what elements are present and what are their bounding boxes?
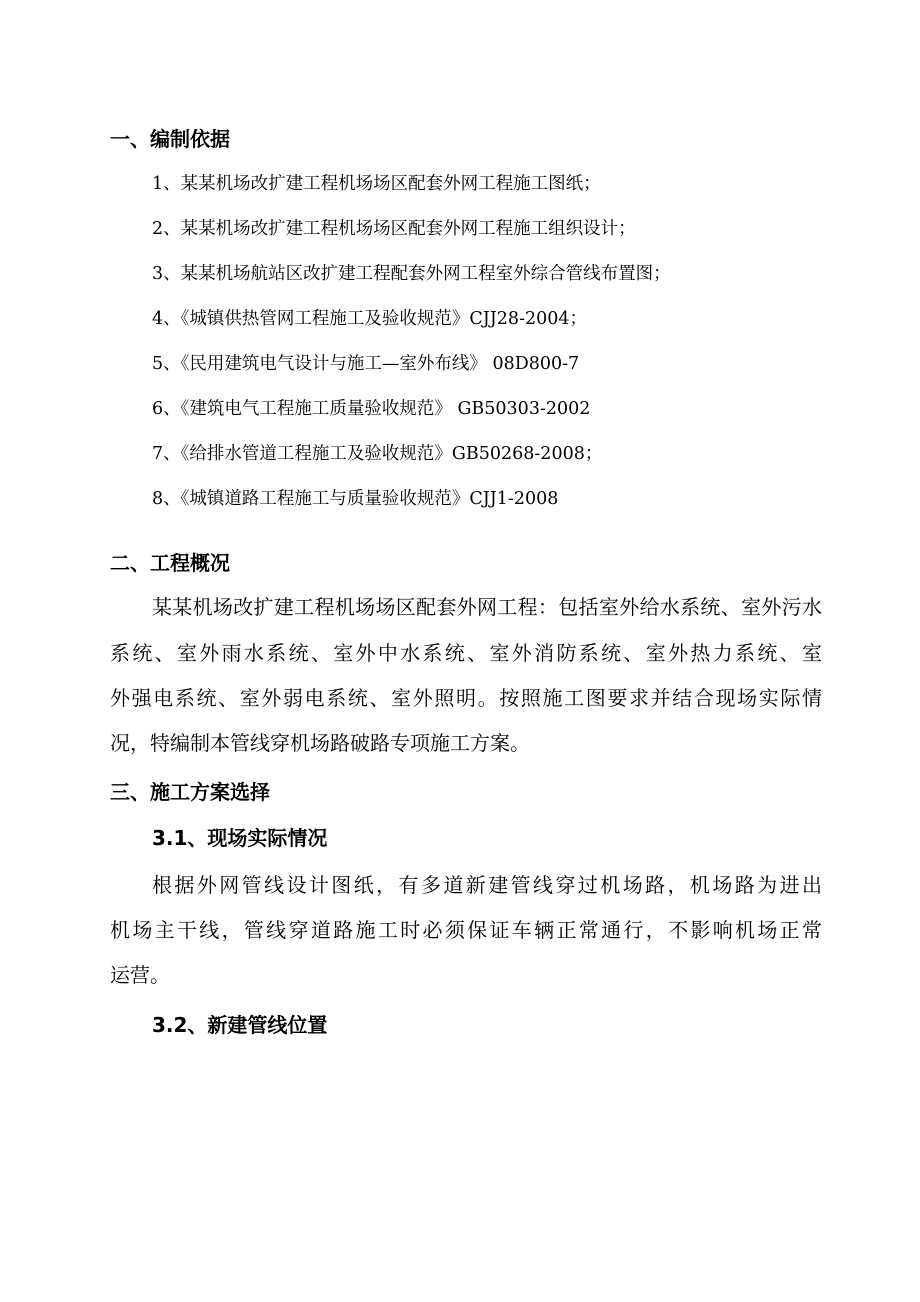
list-item: 3、某某机场航站区改扩建工程配套外网工程室外综合管线布置图； bbox=[152, 264, 671, 284]
paragraph-line: 外强电系统、室外弱电系统、室外照明。按照施工图要求并结合现场实际情 bbox=[110, 686, 822, 710]
list-item: 2、某某机场改扩建工程机场场区配套外网工程施工组织设计； bbox=[152, 219, 636, 239]
list-item: 6、《建筑电气工程施工质量验收规范》 GB50303-2002 bbox=[152, 399, 591, 419]
list-item: 4、《城镇供热管网工程施工及验收规范》CJJ28-2004； bbox=[152, 309, 588, 329]
list-item: 8、《城镇道路工程施工与质量验收规范》CJJ1-2008 bbox=[152, 489, 559, 509]
paragraph-line: 机场主干线，管线穿道路施工时必须保证车辆正常通行，不影响机场正常 bbox=[110, 918, 822, 942]
subsection-heading-site-conditions: 3.1、现场实际情况 bbox=[152, 826, 328, 850]
paragraph-line: 根据外网管线设计图纸，有多道新建管线穿过机场路，机场路为进出 bbox=[152, 873, 822, 897]
list-item: 1、某某机场改扩建工程机场场区配套外网工程施工图纸； bbox=[152, 174, 601, 194]
list-item: 7、《给排水管道工程施工及验收规范》GB50268-2008； bbox=[152, 444, 603, 464]
section-heading-plan: 三、施工方案选择 bbox=[110, 780, 270, 804]
list-item: 5、《民用建筑电气设计与施工—室外布线》 08D800-7 bbox=[152, 354, 580, 374]
subsection-heading-pipeline-location: 3.2、新建管线位置 bbox=[152, 1013, 328, 1037]
paragraph-line: 运营。 bbox=[110, 963, 170, 987]
paragraph-line: 系统、室外雨水系统、室外中水系统、室外消防系统、室外热力系统、室 bbox=[110, 641, 822, 665]
paragraph-line: 况，特编制本管线穿机场路破路专项施工方案。 bbox=[110, 731, 530, 755]
section-heading-basis: 一、编制依据 bbox=[110, 127, 230, 151]
section-heading-overview: 二、工程概况 bbox=[110, 551, 230, 575]
paragraph-line: 某某机场改扩建工程机场场区配套外网工程：包括室外给水系统、室外污水 bbox=[152, 595, 822, 619]
